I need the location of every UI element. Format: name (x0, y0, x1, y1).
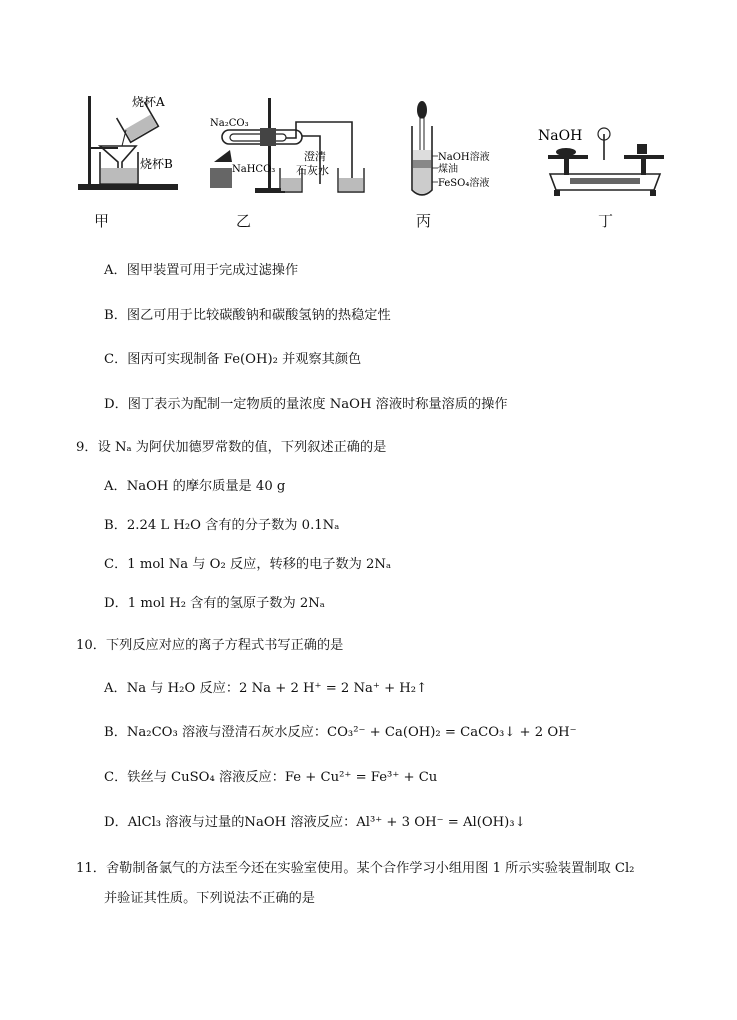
q8-option-a: A．图甲装置可用于完成过滤操作 (104, 263, 299, 278)
q9-option-d: D．1 mol H₂ 含有的氢原子数为 2Nₐ (104, 596, 325, 611)
figure-yi (200, 92, 370, 204)
caption-jia: 甲 (94, 212, 110, 230)
q10-option-d: D．AlCl₃ 溶液与过量的NaOH 溶液反应：Al³⁺ + 3 OH⁻ = Al(OH)₃↓ (104, 815, 526, 830)
label-beaker-b: 烧杯B (140, 157, 173, 171)
label-feso4-solution: FeSO₄溶液 (438, 178, 490, 189)
label-kerosene: 煤油 (438, 164, 458, 175)
label-na2co3: Na₂CO₃ (210, 118, 249, 129)
label-naoh-solution: NaOH溶液 (438, 152, 490, 163)
q10-option-b: B．Na₂CO₃ 溶液与澄清石灰水反应：CO₃²⁻ + Ca(OH)₂ = CaCO₃↓ + 2 OH⁻ (104, 725, 577, 740)
q9-option-c: C．1 mol Na 与 O₂ 反应，转移的电子数为 2Nₐ (104, 557, 392, 572)
caption-bing: 丙 (416, 212, 432, 230)
label-limewater-2: 石灰水 (296, 164, 329, 177)
figure-ding (536, 122, 666, 204)
figure-bing (400, 98, 510, 204)
q11-stem-line2: 并验证其性质。下列说法不正确的是 (104, 891, 315, 906)
q10-option-a: A．Na 与 H₂O 反应：2 Na + 2 H⁺ = 2 Na⁺ + H₂↑ (104, 681, 428, 696)
caption-ding: 丁 (598, 212, 614, 230)
q8-option-b: B．图乙可用于比较碳酸钠和碳酸氢钠的热稳定性 (104, 308, 391, 323)
q8-option-c: C．图丙可实现制备 Fe(OH)₂ 并观察其颜色 (104, 352, 362, 367)
label-beaker-a: 烧杯A (132, 95, 165, 109)
q10-stem: 10．下列反应对应的离子方程式书写正确的是 (76, 638, 344, 653)
filtration-apparatus-drawing (70, 88, 190, 203)
q9-stem: 9．设 Nₐ 为阿伏加德罗常数的值，下列叙述正确的是 (76, 440, 387, 455)
label-nahco3: NaHCO₃ (232, 164, 276, 175)
balance-drawing (536, 122, 666, 204)
q9-option-a: A．NaOH 的摩尔质量是 40 g (104, 479, 286, 494)
q8-option-d: D．图丁表示为配制一定物质的量浓度 NaOH 溶液时称量溶质的操作 (104, 397, 508, 412)
figure-jia (70, 88, 190, 203)
q10-option-c: C．铁丝与 CuSO₄ 溶液反应：Fe + Cu²⁺ = Fe³⁺ + Cu (104, 770, 438, 785)
label-naoh: NaOH (538, 128, 583, 144)
test-tube-dropper-drawing (400, 98, 510, 204)
q9-option-b: B．2.24 L H₂O 含有的分子数为 0.1Nₐ (104, 518, 340, 533)
label-limewater-1: 澄清 (304, 150, 326, 163)
q11-stem-line1: 11．舍勒制备氯气的方法至今还在实验室使用。某个合作学习小组用图 1 所示实验装置制取 Cl₂ (76, 861, 635, 876)
thermal-stability-apparatus-drawing (200, 92, 370, 204)
caption-yi: 乙 (236, 212, 252, 230)
